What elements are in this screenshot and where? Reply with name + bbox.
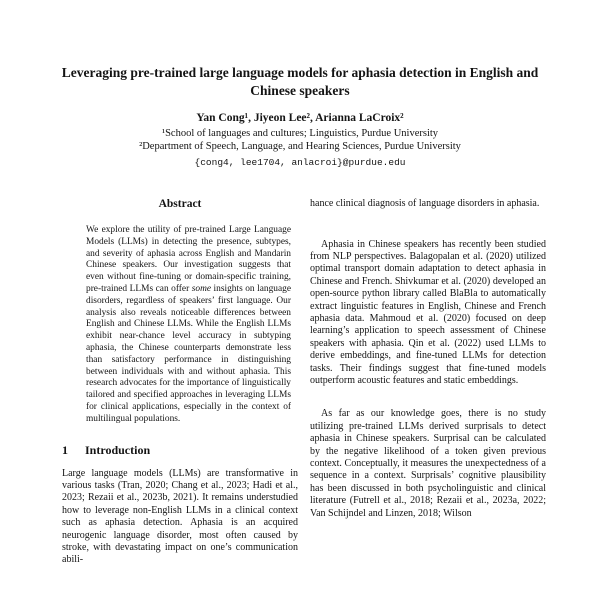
right-column-paragraph-1: hance clinical diagnosis of language disorders in aphasia. bbox=[310, 198, 540, 210]
abstract-heading: Abstract bbox=[158, 198, 202, 211]
section-number: 1 bbox=[62, 442, 68, 457]
section-heading-introduction bbox=[62, 443, 298, 458]
abstract-body bbox=[86, 225, 291, 426]
affiliation-line-1: ¹School of languages and cultures; Linguistics, Purdue University bbox=[161, 128, 439, 140]
introduction-paragraph: Large language models (LLMs) are transformative in various tasks (Tran, 2020; Chang et al., 2023; Hadi et al., 2023; Rezaii et al., 2023b, 2021). It remains understudied how to leverage non-English LLMs in a clinical context such as aphasia detection. Aphasia is an acquired neurogenic language disorder, most often caused by stroke, with devastating impact on one’s communication abili- bbox=[62, 467, 298, 566]
paper-title: Leveraging pre-trained large language models for aphasia detection in English and Chinese speakers bbox=[61, 65, 539, 98]
affiliation-line-2: ²Department of Speech, Language, and Hearing Sciences, Purdue University bbox=[139, 140, 461, 152]
right-column bbox=[310, 198, 546, 520]
two-column-body bbox=[62, 198, 546, 567]
abstract-text-part2: insights on language disorders, regardless of speakers’ first language. Our analysis also reveals noticeable differences between English and Chinese LLMs. While the English LLMs exhibit near-chance level accuracy in subtyping aphasia, the Chinese counterparts demonstrate less than satisfactory performance in distinguishing between individuals with and without aphasia. This research advocates for the importance of linguistically tailored and specified approaches in leveraging LLMs for clinical applications, especially in the context of multilingual populations. bbox=[86, 284, 291, 424]
abstract-text-part1: We explore the utility of pre-trained Large Language Models (LLMs) in detecting the presence, subtypes, and severity of aphasia across English and Mandarin Chinese speakers. Our investigation suggests that even without fine-tuning or domain-specific training, pre-trained LLMs can offer bbox=[86, 225, 291, 295]
authors-line: Yan Cong¹, Jiyeon Lee², Arianna LaCroix² bbox=[196, 112, 404, 125]
affiliation-block bbox=[0, 128, 600, 153]
right-column-paragraph-2: Aphasia in Chinese speakers has recently been studied from NLP perspectives. Balagopalan et al. (2020) utilized optimal transport domain adaptation to detect aphasia in Chinese and French. Shivkumar et al. (2020) developed an open-source python library called BlaBla to automatically extract linguistic features in English, Chinese and French aphasia data. Mahmoud et al. (2020) focused on deep learning’s application to speech assessment of Chinese speakers with aphasia. Qin et al. (2022) used LLMs to derive embeddings, and fine-tuned LLMs for detection tasks. Their findings suggest that fine-tuned models outperform acoustic features and static embeddings. bbox=[310, 238, 546, 386]
section-title: Introduction bbox=[85, 442, 151, 457]
paper-header bbox=[0, 0, 600, 168]
email-line: {cong4, lee1704, anlacroi}@purdue.edu bbox=[194, 157, 406, 169]
right-column-paragraph-3: As far as our knowledge goes, there is no study utilizing pre-trained LLMs derived surprisals to detect aphasia in Chinese speakers. Surprisal can be calculated by the negative likelihood of a token given previous context. Conceptually, it measures the unexpectedness of a sequence in a context. Surprisals’ cognitive plausibility has been discussed in both psycholinguistic and clinical literature (Futrell et al., 2018; Rezaii et al., 2023a, 2022; Van Schijndel and Linzen, 2018; Wilson bbox=[310, 408, 546, 519]
abstract-text-italic: some bbox=[191, 284, 212, 295]
left-column bbox=[62, 198, 298, 567]
abstract-section bbox=[62, 198, 298, 426]
